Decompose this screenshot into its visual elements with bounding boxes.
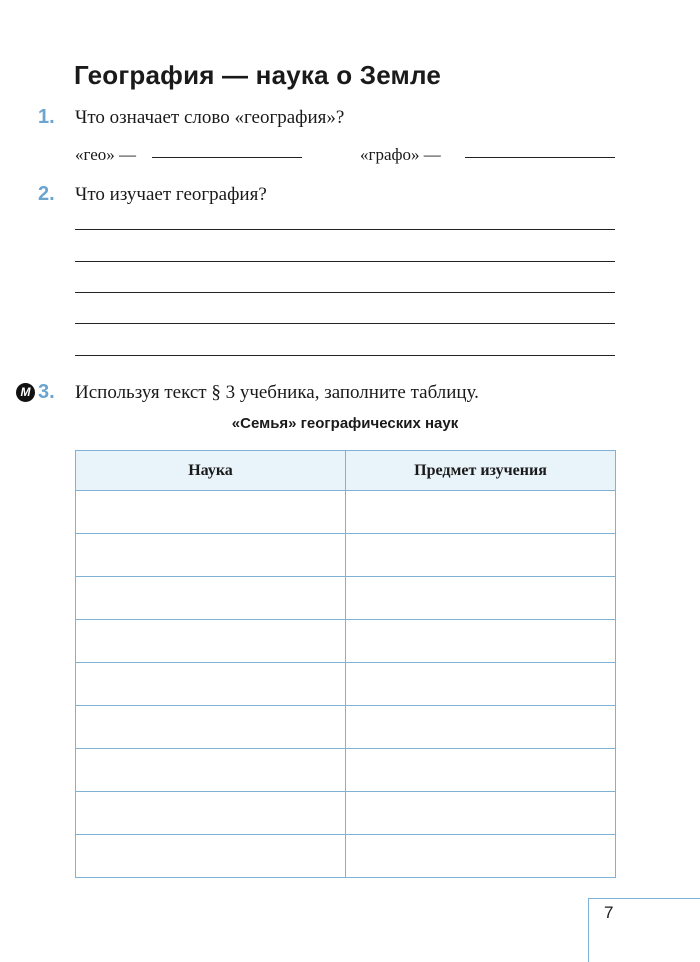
question-2-number: 2. [38, 183, 55, 205]
page-number: 7 [604, 903, 614, 922]
table-row [76, 620, 616, 663]
m-badge-icon: М [16, 383, 35, 402]
question-1-text: Что означает слово «география»? [75, 107, 345, 128]
question-2-text: Что изучает география? [75, 184, 267, 205]
subject-cell[interactable] [346, 749, 616, 792]
science-cell[interactable] [76, 835, 346, 878]
science-cell[interactable] [76, 534, 346, 577]
geo-answer-line[interactable] [152, 157, 302, 158]
question-1-number: 1. [38, 106, 55, 128]
subject-cell[interactable] [346, 835, 616, 878]
subject-cell[interactable] [346, 577, 616, 620]
table-caption: «Семья» географических наук [231, 415, 459, 432]
subject-cell[interactable] [346, 491, 616, 534]
science-cell[interactable] [76, 706, 346, 749]
science-cell[interactable] [76, 577, 346, 620]
science-cell[interactable] [76, 792, 346, 835]
table-row [76, 663, 616, 706]
subject-cell[interactable] [346, 534, 616, 577]
question-3-number: 3. [38, 381, 55, 403]
geo-label: «гео» — [75, 145, 137, 164]
grafo-label: «графо» — [360, 145, 441, 164]
table-row [76, 491, 616, 534]
science-cell[interactable] [76, 491, 346, 534]
table-row [76, 749, 616, 792]
answer-line-5[interactable] [75, 355, 615, 356]
table-header-row [76, 451, 616, 491]
header-science: Наука [76, 451, 346, 491]
answer-line-3[interactable] [75, 292, 615, 293]
grafo-answer-line[interactable] [465, 157, 615, 158]
header-subject: Предмет изучения [346, 451, 616, 491]
science-cell[interactable] [76, 749, 346, 792]
table-row [76, 706, 616, 749]
subject-cell[interactable] [346, 792, 616, 835]
table-row [76, 835, 616, 878]
table-row [76, 534, 616, 577]
page-title: География — наука о Земле [74, 60, 441, 90]
answer-line-2[interactable] [75, 261, 615, 262]
science-cell[interactable] [76, 663, 346, 706]
subject-cell[interactable] [346, 620, 616, 663]
answer-line-4[interactable] [75, 323, 615, 324]
subject-cell[interactable] [346, 706, 616, 749]
table-row [76, 792, 616, 835]
sciences-table [75, 450, 616, 878]
table-row [76, 577, 616, 620]
question-3-text: Используя текст § 3 учебника, заполните таблицу. [75, 382, 479, 403]
science-cell[interactable] [76, 620, 346, 663]
subject-cell[interactable] [346, 663, 616, 706]
answer-line-1[interactable] [75, 229, 615, 230]
